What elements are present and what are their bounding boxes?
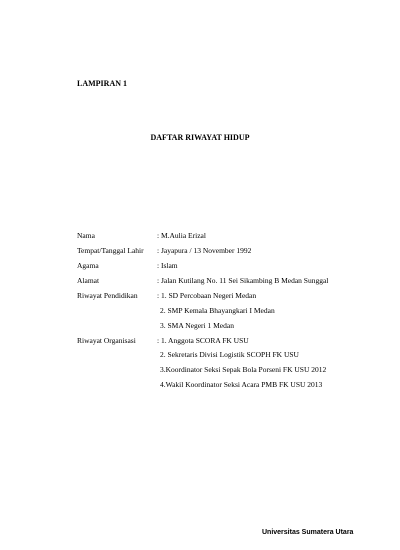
field-value: : Jayapura / 13 November 1992 <box>157 246 252 255</box>
pendidikan-item: 3. SMA Negeri 1 Medan <box>160 321 234 330</box>
organisasi-item: 4.Wakil Koordinator Seksi Acara PMB FK USU 2013 <box>160 380 323 389</box>
field-label: Agama <box>77 261 99 270</box>
pendidikan-item: 2. SMP Kemala Bhayangkari I Medan <box>160 306 275 315</box>
field-label: Alamat <box>77 276 100 285</box>
organisasi-item: 3.Koordinator Seksi Sepak Bola Porseni FK USU 2012 <box>160 365 327 374</box>
field-label: Riwayat Pendidikan <box>77 291 138 300</box>
field-value: : 1. SD Percobaan Negeri Medan <box>157 291 257 300</box>
field-value: : Islam <box>157 261 178 270</box>
footer-university: Universitas Sumatera Utara <box>262 529 354 536</box>
field-label: Nama <box>77 231 95 240</box>
field-value: : Jalan Kutilang No. 11 Sei Sikambing B Medan Sunggal <box>157 276 329 285</box>
field-value: : M.Aulia Erizal <box>157 231 206 240</box>
appendix-label: LAMPIRAN 1 <box>77 79 127 88</box>
field-value: : 1. Anggota SCORA FK USU <box>157 336 249 345</box>
field-label: Riwayat Organisasi <box>77 336 136 345</box>
field-label: Tempat/Tanggal Lahir <box>77 246 144 255</box>
organisasi-item: 2. Sekretaris Divisi Logistik SCOPH FK USU <box>160 350 299 359</box>
document-title: DAFTAR RIWAYAT HIDUP <box>150 133 250 142</box>
